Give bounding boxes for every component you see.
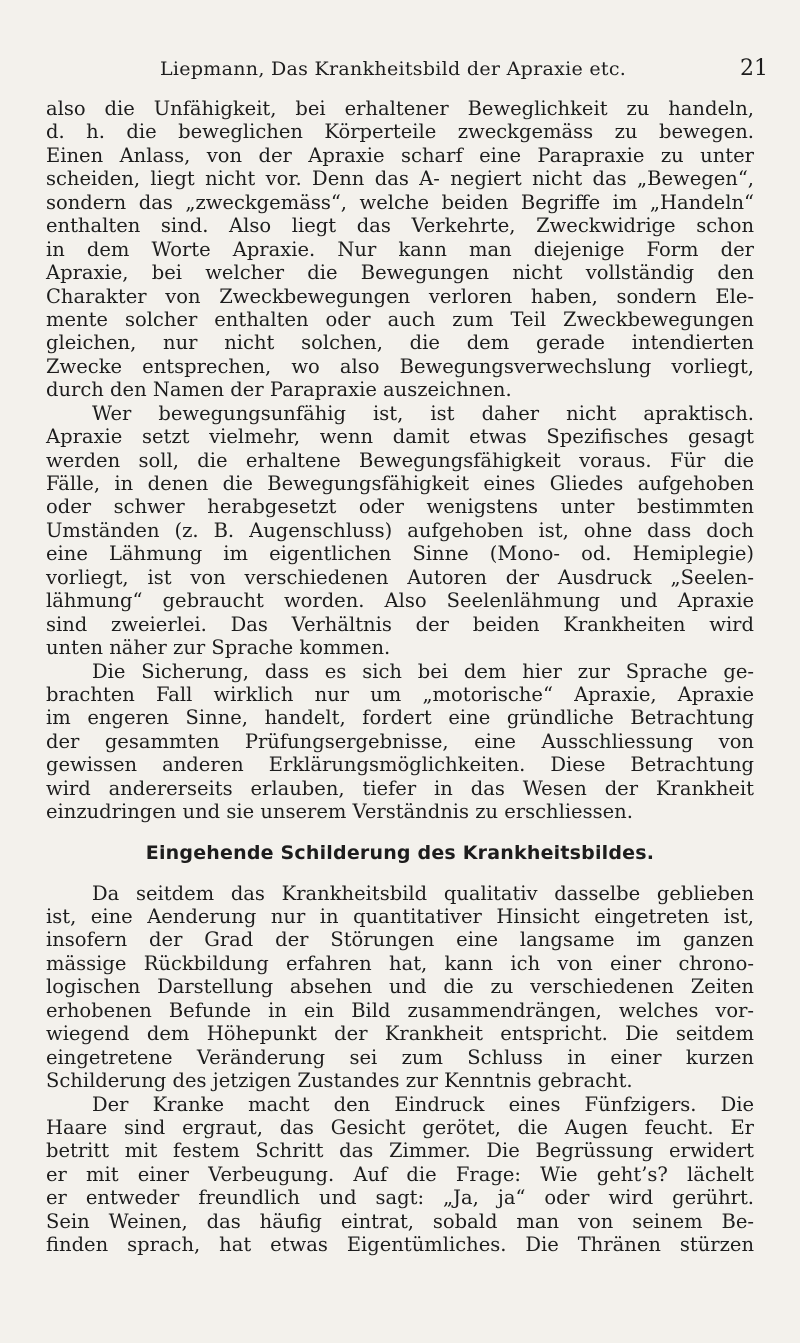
text-line: enthalten sind. Also liegt das Verkehrte, Zweckwidrige schon — [46, 214, 754, 238]
text-line: der gesammten Prüfungsergebnisse, eine Ausschliessung von — [46, 729, 754, 753]
text-line: eine Lähmung im eigentlichen Sinne (Mono- od. Hemiplegie) — [46, 542, 754, 566]
text-line: Da seitdem das Krankheitsbild qualitativ dasselbe geblieben — [92, 881, 754, 905]
text-line: unten näher zur Sprache kommen. — [46, 636, 391, 660]
text-line: Apraxie, bei welcher die Bewegungen nicht vollständig den — [46, 261, 754, 285]
text-line: werden soll, die erhaltene Bewegungsfähigkeit voraus. Für die — [46, 448, 754, 472]
text-line: sondern das „zweckgemäss“, welche beiden Begriffe im „Handeln“ — [46, 190, 754, 214]
text-line: mente solcher enthalten oder auch zum Teil Zweckbewegungen — [46, 307, 754, 331]
body-text — [46, 97, 754, 1257]
text-line: erhobenen Befunde in ein Bild zusammendrängen, welches vor- — [46, 998, 754, 1022]
text-line: finden sprach, hat etwas Eigentümliches. Die Thränen stürzen — [46, 1233, 754, 1257]
text-line: logischen Darstellung absehen und die zu verschiedenen Zeiten — [46, 975, 754, 999]
text-line: er mit einer Verbeugung. Auf die Frage: Wie geht’s? lächelt — [46, 1162, 754, 1186]
text-line: Wer bewegungsunfähig ist, ist daher nicht apraktisch. — [92, 401, 754, 425]
text-line: vorliegt, ist von verschiedenen Autoren der Ausdruck „Seelen- — [46, 565, 754, 589]
text-line: Schilderung des jetzigen Zustandes zur Kenntnis gebracht. — [46, 1069, 633, 1093]
text-line: wiegend dem Höhepunkt der Krankheit entspricht. Die seitdem — [46, 1022, 754, 1046]
section-description — [46, 882, 754, 1257]
running-head: Liepmann, Das Krankheitsbild der Apraxie etc. — [160, 58, 627, 80]
text-line: er entweder freundlich und sagt: „Ja, ja“ oder wird gerührt. — [46, 1186, 754, 1210]
text-line: Der Kranke macht den Eindruck eines Fünfzigers. Die — [92, 1092, 754, 1116]
text-line: Haare sind ergraut, das Gesicht gerötet, die Augen feucht. Er — [46, 1115, 754, 1139]
text-line: Umständen (z. B. Augenschluss) aufgehoben ist, ohne dass doch — [46, 518, 754, 542]
text-line: d. h. die beweglichen Körperteile zweckgemäss zu bewegen. — [46, 120, 754, 144]
text-line: durch den Namen der Parapraxie auszeichnen. — [46, 378, 512, 402]
text-line: einzudringen und sie unserem Verständnis zu erschliessen. — [46, 800, 633, 824]
text-line: Sein Weinen, das häufig eintrat, sobald man von seinem Be- — [46, 1209, 754, 1233]
text-line: gleichen, nur nicht solchen, die dem gerade intendierten — [46, 331, 754, 355]
text-line: also die Unfähigkeit, bei erhaltener Beweglichkeit zu handeln, — [46, 97, 754, 120]
text-line: im engeren Sinne, handelt, fordert eine gründliche Betrachtung — [46, 706, 754, 730]
text-line: Einen Anlass, von der Apraxie scharf eine Parapraxie zu unter — [46, 143, 754, 167]
text-line: eingetretene Veränderung sei zum Schluss in einer kurzen — [46, 1045, 754, 1069]
text-line: Die Sicherung, dass es sich bei dem hier zur Sprache ge- — [92, 659, 754, 683]
text-line: insofern der Grad der Störungen eine langsame im ganzen — [46, 928, 754, 952]
text-line: scheiden, liegt nicht vor. Denn das A- negiert nicht das „Bewegen“, — [46, 167, 754, 191]
text-line: Apraxie setzt vielmehr, wenn damit etwas Spezifisches gesagt — [46, 425, 754, 449]
text-line: Fälle, in denen die Bewegungsfähigkeit eines Gliedes aufgehoben — [46, 472, 754, 495]
text-line: wird andererseits erlauben, tiefer in das Wesen der Krankheit — [46, 776, 754, 800]
page-number: 21 — [740, 56, 768, 81]
text-line: betritt mit festem Schritt das Zimmer. Die Begrüssung erwidert — [46, 1139, 754, 1163]
text-line: Charakter von Zweckbewegungen verloren haben, sondern Ele- — [46, 284, 754, 308]
text-line: lähmung“ gebraucht worden. Also Seelenlähmung und Apraxie — [46, 589, 754, 613]
text-line: Zwecke entsprechen, wo also Bewegungsverwechslung vorliegt, — [46, 354, 754, 378]
section-heading: Eingehende Schilderung des Krankheitsbildes. — [145, 841, 655, 864]
section-continuation — [46, 97, 754, 824]
text-line: in dem Worte Apraxie. Nur kann man diejenige Form der — [46, 237, 754, 261]
text-line: sind zweierlei. Das Verhältnis der beiden Krankheiten wird — [46, 612, 754, 636]
text-line: brachten Fall wirklich nur um „motorische“ Apraxie, Apraxie — [46, 682, 754, 706]
text-line: gewissen anderen Erklärungsmöglichkeiten. Diese Betrachtung — [46, 753, 754, 777]
text-line: ist, eine Aenderung nur in quantitativer Hinsicht eingetreten ist, — [46, 905, 754, 928]
text-line: oder schwer herabgesetzt oder wenigstens unter bestimmten — [46, 495, 754, 519]
page-header — [160, 50, 768, 86]
text-line: mässige Rückbildung erfahren hat, kann ich von einer chrono- — [46, 951, 754, 975]
